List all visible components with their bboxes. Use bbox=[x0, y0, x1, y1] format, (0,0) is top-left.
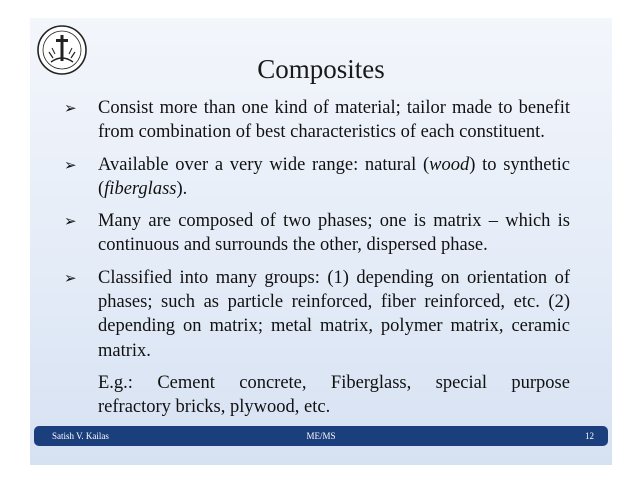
bullet-text bbox=[98, 211, 570, 255]
text-run: ) to synthetic ( bbox=[98, 154, 571, 199]
arrowhead-bullet-icon: ➢ bbox=[64, 212, 77, 231]
text-run: ). bbox=[176, 178, 188, 199]
example-word: purpose bbox=[511, 372, 570, 393]
italic-term: fiberglass bbox=[104, 178, 177, 199]
bullet-item bbox=[30, 96, 612, 145]
arrowhead-bullet-icon: ➢ bbox=[64, 268, 77, 287]
slide bbox=[30, 18, 612, 465]
bullet-item bbox=[30, 153, 612, 202]
example-line-1 bbox=[98, 371, 570, 395]
example-word: special bbox=[435, 372, 487, 393]
bullet-item bbox=[30, 209, 612, 258]
slide-content bbox=[30, 96, 612, 428]
example-word: Fiberglass, bbox=[330, 372, 412, 393]
bullet-item bbox=[30, 266, 612, 363]
text-run: Available over a very wide range: natural ( bbox=[98, 154, 430, 175]
slide-title: Composites bbox=[257, 54, 385, 84]
footer-course: ME/MS bbox=[306, 431, 336, 441]
bullet-text bbox=[98, 268, 570, 361]
footer-author: Satish V. Kailas bbox=[52, 431, 109, 441]
bullet-text bbox=[98, 155, 570, 199]
text-run: Many are composed of two phases; one is matrix – which is continuous and surrounds the other, dispersed phase. bbox=[98, 211, 570, 256]
arrowhead-bullet-icon: ➢ bbox=[64, 99, 77, 117]
example-word: Cement bbox=[157, 372, 215, 393]
example-word: concrete, bbox=[239, 372, 307, 393]
example-paragraph bbox=[30, 371, 612, 420]
text-run: Classified into many groups: (1) depending on orientation of phases; such as particle reinforced, fiber reinforced, etc. (2) depending on matrix; metal matrix, polymer matrix, ceramic matrix. bbox=[98, 267, 570, 361]
footer-bar bbox=[34, 426, 608, 446]
example-label: E.g.: bbox=[98, 372, 133, 393]
text-run: Consist more than one kind of material; tailor made to benefit from combination of best characteristics of each constituent. bbox=[98, 98, 570, 143]
footer-page-number: 12 bbox=[585, 431, 594, 441]
example-line-2: refractory bricks, plywood, etc. bbox=[98, 397, 331, 418]
italic-term: wood bbox=[429, 154, 470, 175]
arrowhead-bullet-icon: ➢ bbox=[64, 155, 77, 174]
bullet-text bbox=[98, 98, 570, 142]
